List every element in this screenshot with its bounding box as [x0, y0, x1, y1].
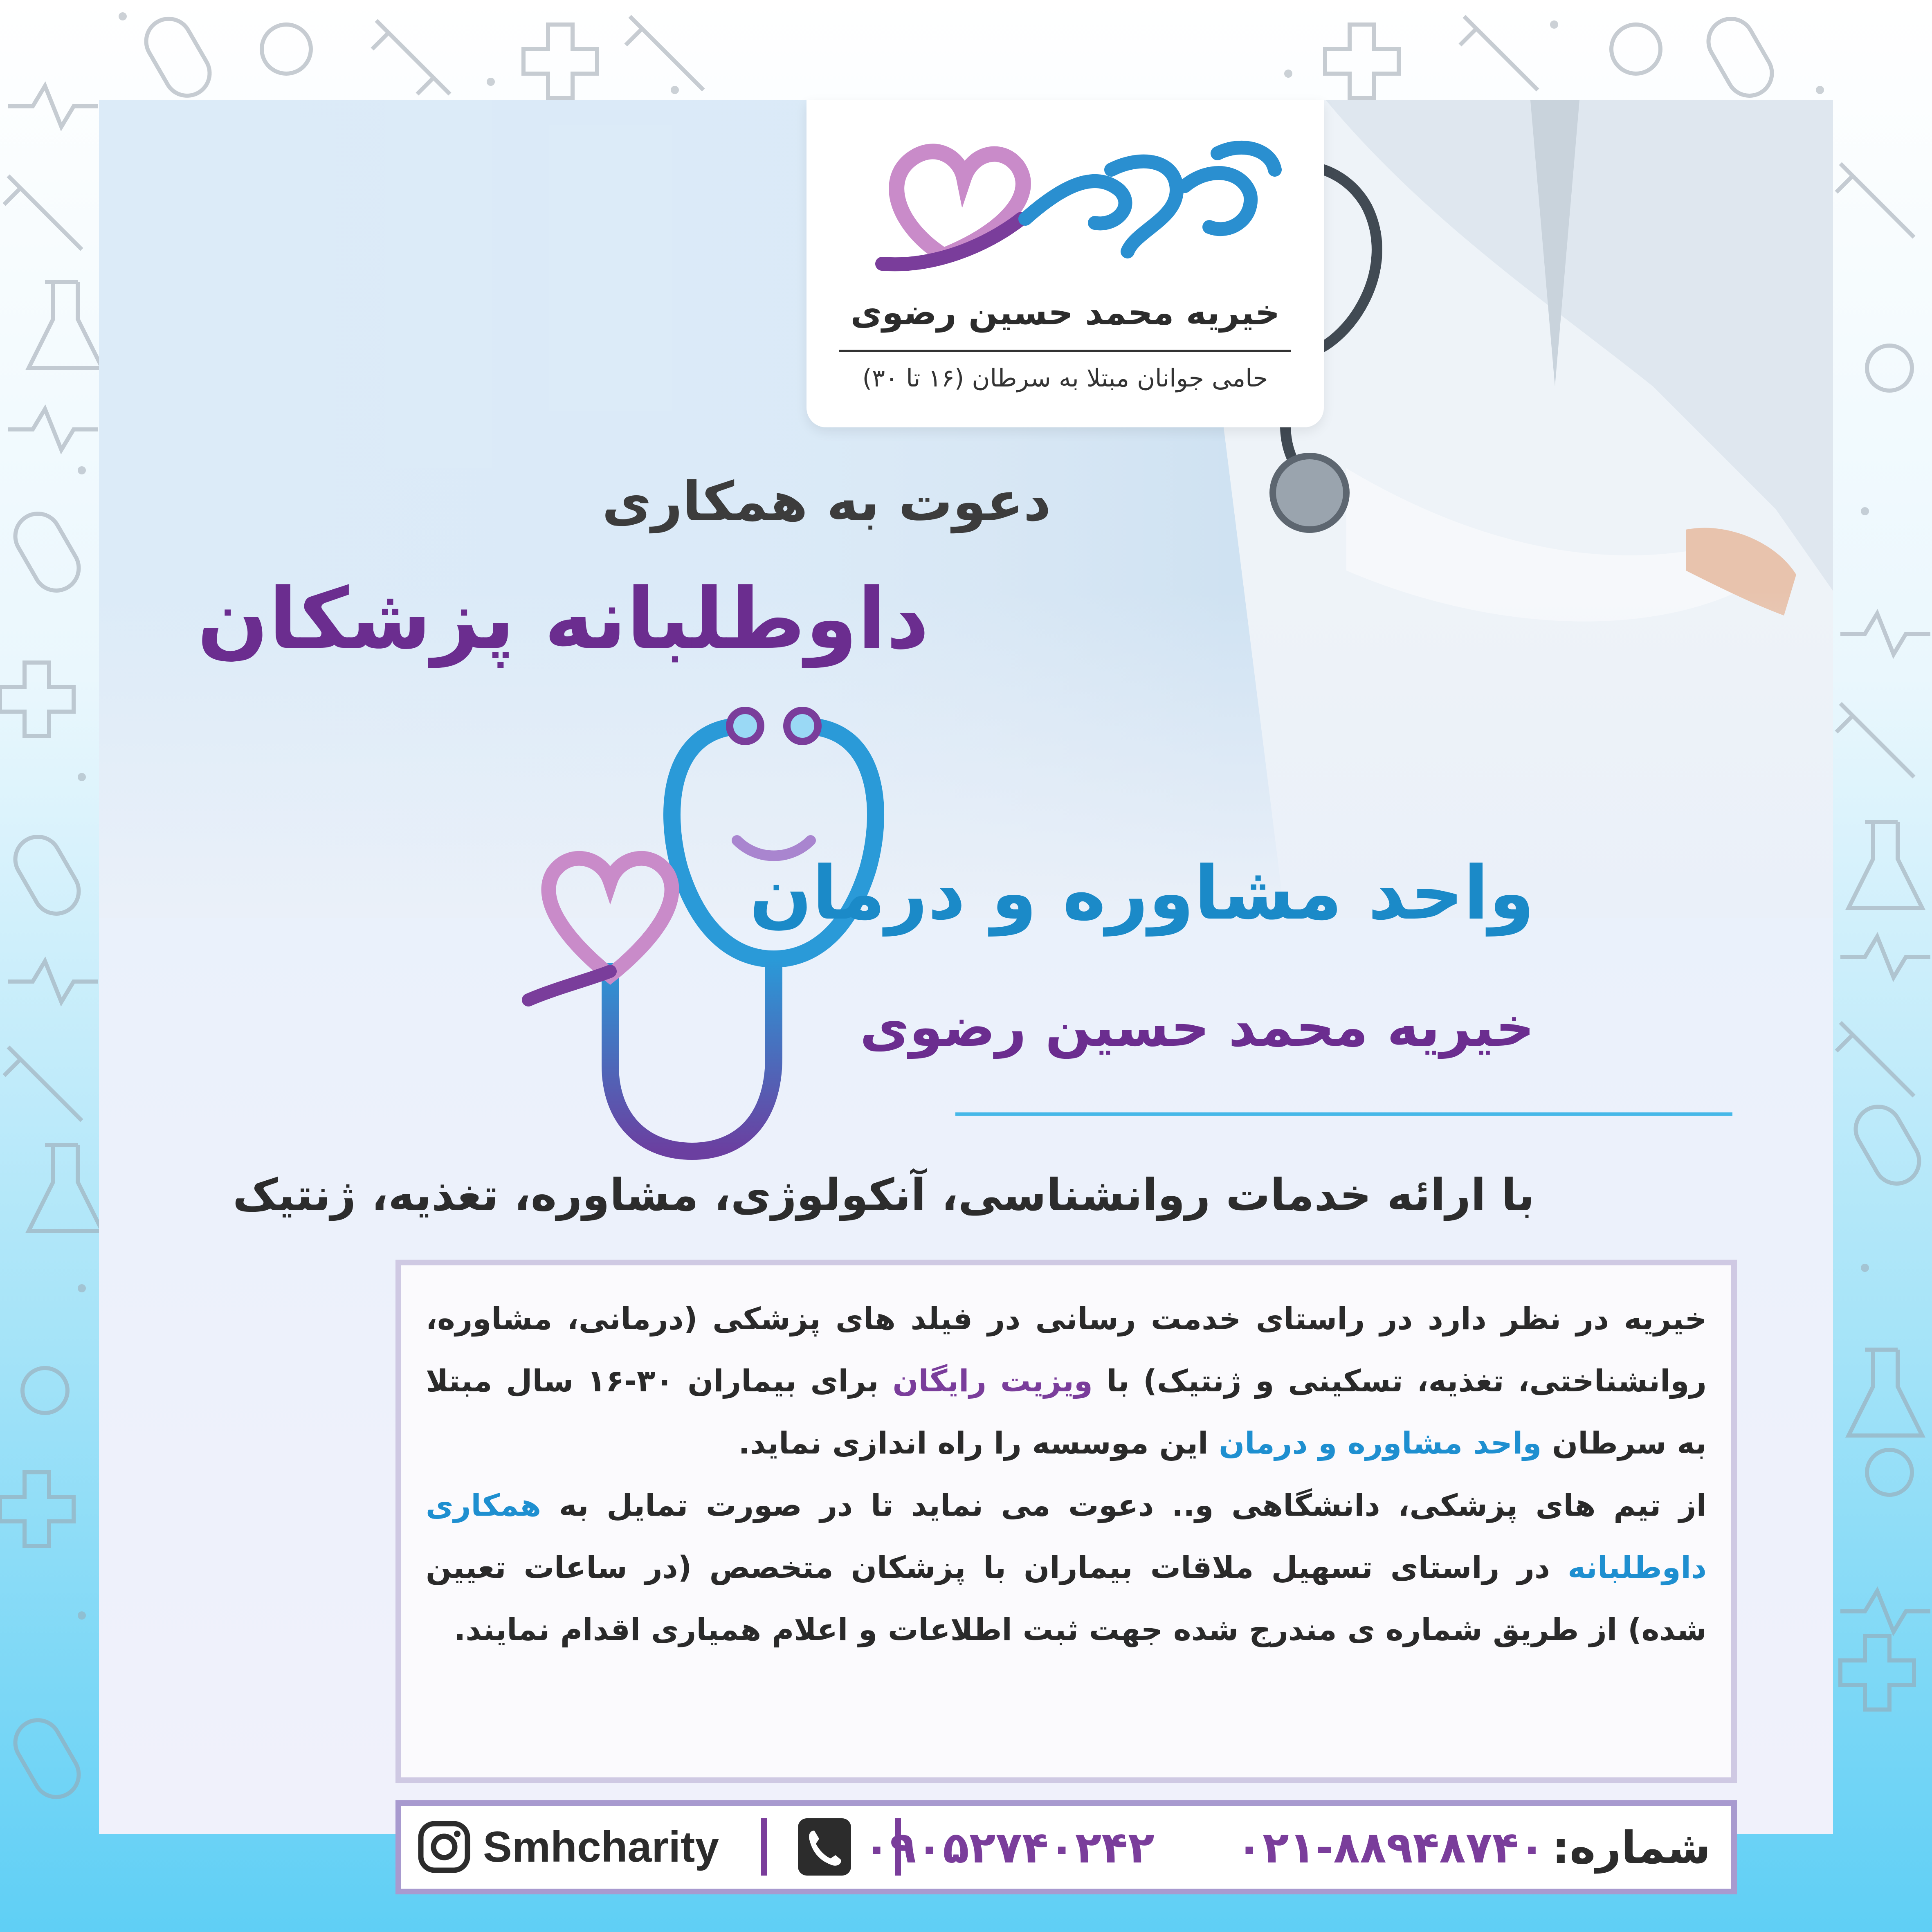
- stethoscope-heart-icon: [508, 705, 941, 1168]
- pill-icon: [7, 1712, 87, 1805]
- plus-cross-icon: [1840, 1636, 1914, 1710]
- unit-title: واحد مشاوره و درمان: [749, 851, 1534, 936]
- pill-icon: [7, 829, 87, 922]
- description-paragraph-2: [426, 1474, 1707, 1661]
- description-text-segment: این موسسه را راه اندازی نماید.: [738, 1426, 1219, 1461]
- charity-name: خیریه محمد حسین رضوی: [860, 996, 1534, 1059]
- volunteer-cooperation-highlight: همکاری داوطلبانه: [426, 1488, 1707, 1585]
- syringe-icon: [4, 176, 82, 249]
- invite-heading: دعوت به همکاری: [602, 470, 1051, 533]
- phone-label: شماره:: [1552, 1822, 1711, 1874]
- syringe-icon: [372, 20, 450, 94]
- heartbeat-icon: [1840, 613, 1930, 654]
- pill-icon: [1847, 1099, 1927, 1192]
- logo-tagline: حامی جوانان مبتلا به سرطان (۱۶ تا ۳۰): [862, 364, 1268, 393]
- plus-cross-icon: [0, 663, 74, 736]
- description-text-segment: در راستای تسهیل ملاقات بیماران با پزشکان متخصص (در ساعات تعیین شده) از طریق شماره ی مندرج شده جهت ثبت اطلاعات و اعلام همیاری اقدام نمایند.: [426, 1550, 1707, 1647]
- heartbeat-icon: [8, 409, 98, 450]
- flask-icon: [29, 282, 102, 368]
- description-paragraph-1: [426, 1288, 1707, 1474]
- contact-bar: [395, 1800, 1737, 1894]
- content-panel: [99, 100, 1833, 1874]
- syringe-icon: [1836, 164, 1914, 237]
- free-visit-highlight: ویزیت رایگان: [892, 1364, 1093, 1399]
- heartbeat-icon: [8, 961, 98, 1002]
- unit-highlight: واحد مشاوره و درمان: [1219, 1426, 1542, 1461]
- syringe-icon: [1460, 16, 1538, 90]
- heartbeat-icon: [8, 86, 98, 127]
- flask-icon: [1849, 1350, 1922, 1436]
- logo-card: [806, 100, 1324, 427]
- pill-icon: [138, 11, 218, 104]
- landline-number[interactable]: ۰۲۱-۸۸۹۴۸۷۴۰: [1236, 1822, 1545, 1873]
- services-line: با ارائه خدمات روانشناسی، آنکولوژی، مشاوره، تغذیه، ژنتیک: [232, 1170, 1534, 1221]
- description-box: [395, 1260, 1737, 1783]
- heartbeat-icon: [1840, 1591, 1930, 1632]
- plus-cross-icon: [523, 25, 597, 98]
- title-divider: [955, 1112, 1732, 1116]
- contact-separator: [761, 1818, 767, 1876]
- syringe-icon: [1836, 1022, 1914, 1096]
- heartbeat-icon: [1840, 937, 1930, 977]
- description-text-segment: خیریه در نظر دارد در راستای خدمت رسانی در فیلد های پزشکی (درمانی، مشاوره، روانشناختی، تغذیه، تسکینی و ژنتیک) با: [426, 1301, 1707, 1399]
- logo-divider: [839, 350, 1291, 352]
- logo-heart-mark: [849, 121, 1283, 284]
- syringe-icon: [4, 1047, 82, 1121]
- logo-charity-name: خیریه محمد حسین رضوی: [850, 292, 1280, 332]
- flask-icon: [1849, 822, 1922, 908]
- syringe-icon: [626, 16, 703, 90]
- description-text-segment: برای بیماران ۳۰-۱۶ سال مبتلا به سرطان: [426, 1364, 1707, 1461]
- description-text-segment: از تیم های پزشکی، دانشگاهی و.. دعوت می نماید تا در صورت تمایل به: [541, 1488, 1707, 1523]
- description-text: [426, 1288, 1707, 1661]
- syringe-icon: [1836, 703, 1914, 777]
- flask-icon: [29, 1145, 102, 1231]
- pill-icon: [7, 505, 87, 599]
- instagram-icon: [418, 1820, 471, 1874]
- stethoscope-icon: [262, 25, 1660, 74]
- instagram-handle[interactable]: Smhcharity: [483, 1823, 719, 1871]
- phone-icon: [798, 1818, 851, 1876]
- mobile-number[interactable]: ۰۹۰۵۲۷۴۰۲۴۲: [863, 1822, 1155, 1873]
- pill-icon: [1700, 11, 1780, 104]
- plus-cross-icon: [0, 1472, 74, 1546]
- plus-cross-icon: [1325, 25, 1399, 98]
- volunteer-doctors-heading: داوطلبانه پزشکان: [197, 571, 929, 668]
